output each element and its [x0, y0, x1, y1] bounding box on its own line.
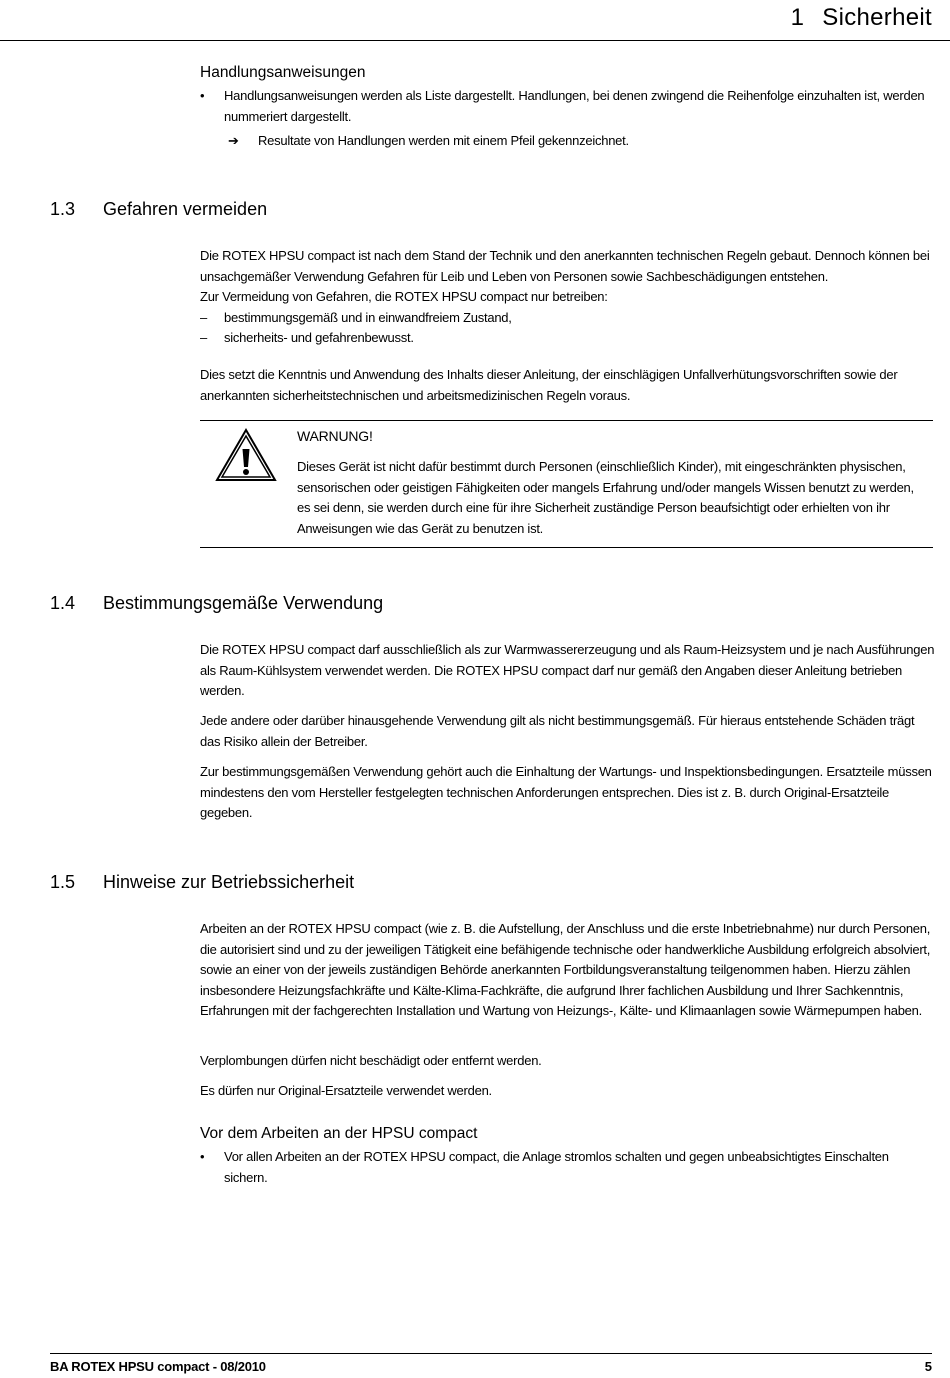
warning-box	[200, 420, 933, 548]
paragraph: Es dürfen nur Original-Ersatzteile verwendet werden.	[200, 1083, 492, 1098]
list-item-text: bestimmungsgemäß und in einwandfreiem Zustand,	[224, 310, 512, 325]
section-heading-1-5	[50, 872, 354, 893]
section-heading-1-3	[50, 199, 267, 220]
list-item	[200, 86, 935, 127]
section-number: 1.3	[50, 199, 76, 219]
footer-document-title: BA ROTEX HPSU compact - 08/2010	[50, 1359, 266, 1374]
section-title: Gefahren vermeiden	[103, 199, 268, 219]
section-number: 1.4	[50, 593, 76, 613]
result-item-text: Resultate von Handlungen werden mit einem Pfeil gekennzeichnet.	[258, 133, 629, 148]
chapter-number: 1	[790, 4, 805, 31]
section-number: 1.5	[50, 872, 76, 892]
bullet-marker: •	[200, 1149, 205, 1164]
paragraph: Arbeiten an der ROTEX HPSU compact (wie z. B. die Aufstellung, der Anschluss und die erste Inbetriebnahme) nur durch Personen, die autorisiert sind und zu der jeweiligen Tätigkeit eine befähigende technische oder handwerkliche Ausbildung erfolgreich absolviert, sowie an einer von der jeweils zuständigen Behörde anerkannten Fortbildungsveranstaltung teilgenommen haben. Hierzu zählen insbesondere Heizungsfachkräfte und Kälte-Klima-Fachkräfte, die aufgrund Ihrer fachlichen Ausbildung und Ihrer Sachkenntnis, Erfahrungen mit der fachgerechten Installation und Wartung von Heizungs-, Kälte- und Klimaanlagen sowie Wärmepumpen haben.	[200, 921, 931, 1018]
arrow-right-icon: ➔	[228, 133, 239, 148]
dash-marker: –	[200, 330, 207, 345]
page-header	[0, 0, 950, 41]
subheading: Vor dem Arbeiten an der HPSU compact	[200, 1125, 478, 1142]
section-heading-1-4	[50, 593, 383, 614]
list-item-text: Handlungsanweisungen werden als Liste dargestellt. Handlungen, bei denen zwingend die Reihenfolge einzuhalten ist, werden nummeriert dargestellt.	[224, 88, 925, 124]
paragraph: Jede andere oder darüber hinausgehende Verwendung gilt als nicht bestimmungsgemäß. Für hieraus entstehende Schäden trägt das Risiko allein der Betreiber.	[200, 713, 915, 749]
page-number: 5	[924, 1359, 932, 1374]
bullet-marker: •	[200, 88, 205, 103]
dash-list-item	[200, 308, 935, 329]
paragraph: Zur Vermeidung von Gefahren, die ROTEX HPSU compact nur betreiben:	[200, 289, 608, 304]
list-item-text: Vor allen Arbeiten an der ROTEX HPSU compact, die Anlage stromlos schalten und gegen unbeabsichtigtes Einschalten sichern.	[224, 1149, 889, 1185]
warning-triangle-icon	[214, 427, 278, 483]
result-item	[228, 131, 928, 152]
chapter-title	[791, 4, 932, 32]
list-item	[200, 1147, 935, 1188]
dash-marker: –	[200, 310, 207, 325]
list-item-text: sicherheits- und gefahrenbewusst.	[224, 330, 414, 345]
paragraph: Verplombungen dürfen nicht beschädigt oder entfernt werden.	[200, 1053, 542, 1068]
paragraph: Die ROTEX HPSU compact ist nach dem Stand der Technik und den anerkannten technischen Regeln gebaut. Dennoch können bei unsachgemäßer Verwendung Gefahren für Leib und Leben von Personen sowie Sachbeschädigungen entstehen.	[200, 248, 930, 284]
handlungsanweisungen-heading: Handlungsanweisungen	[200, 64, 366, 81]
section-title: Hinweise zur Betriebssicherheit	[103, 872, 355, 892]
section-title: Bestimmungsgemäße Verwendung	[103, 593, 384, 613]
paragraph: Dies setzt die Kenntnis und Anwendung des Inhalts dieser Anleitung, der einschlägigen Unfallverhütungsvorschriften sowie der anerkannten sicherheitstechnischen und arbeitsmedizinischen Regeln voraus.	[200, 367, 898, 403]
page-footer	[50, 1353, 932, 1378]
paragraph: Die ROTEX HPSU compact darf ausschließlich als zur Warmwassererzeugung und als Raum-Heizsystem und je nach Ausführungen als Raum-Kühlsystem verwendet werden. Die ROTEX HPSU compact darf nur gemäß den Angaben dieser Anleitung betrieben werden.	[200, 642, 935, 698]
paragraph: Zur bestimmungsgemäßen Verwendung gehört auch die Einhaltung der Wartungs- und Inspektionsbedingungen. Ersatzteile müssen mindestens den vom Hersteller festgelegten technischen Anforderungen entsprechen. Dies ist z. B. durch Original-Ersatzteile gegeben.	[200, 764, 932, 820]
warning-title: WARNUNG!	[297, 428, 373, 444]
warning-text: Dieses Gerät ist nicht dafür bestimmt durch Personen (einschließlich Kinder), mit eingeschränkten physischen, sensorischen oder geistigen Fähigkeiten oder mangels Erfahrung und/oder mangels Wissen benutzt zu werden, es sei denn, sie werden durch eine für ihre Sicherheit zuständige Person beaufsichtigt oder erhielten von ihr Anweisungen wie das Gerät zu benutzen ist.	[297, 459, 914, 536]
dash-list-item	[200, 328, 935, 349]
chapter-name: Sicherheit	[822, 4, 932, 31]
